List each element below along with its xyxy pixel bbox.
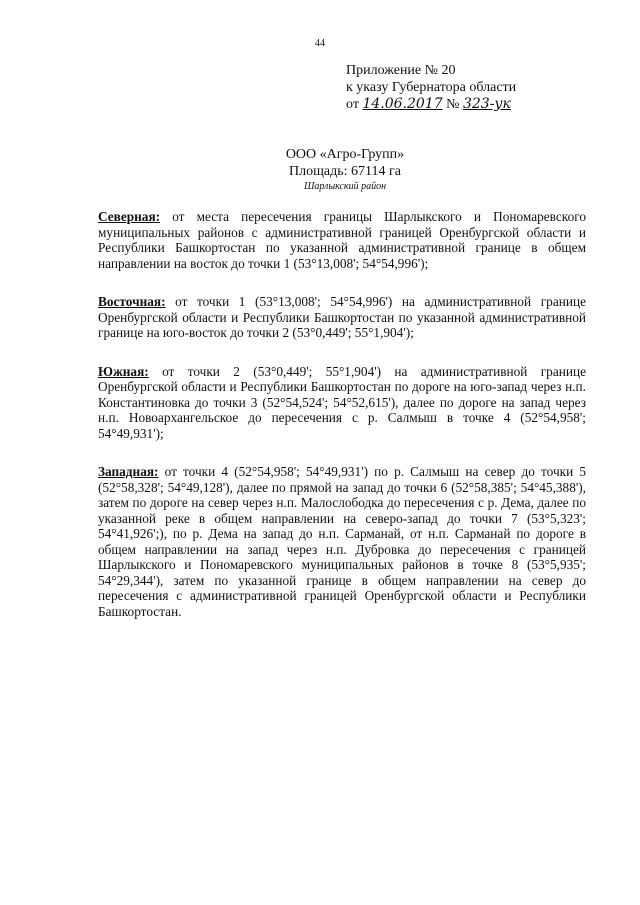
number-prefix: № xyxy=(446,97,460,112)
boundary-description xyxy=(98,209,586,642)
section-title-south: Южная: xyxy=(98,363,149,379)
section-text-west: от точки 4 (52°54,958'; 54°49,931') по р. Салмыш на север до точки 5 (52°58,328'; 54°49,128'), далее по прямой на запад до точки 6 (52°58,385'; 54°45,388'), затем по дороге на север через н.п. Малослободка до пересечения с р. Дема, далее по указанной реке в общем направлении на северо-запад до точки 7 (53°5,323'; 54°41,926';), по р. Дема на запад до н.п. Сарманай, от н.п. Сарманай по дороге в общем направлении на запад через н.п. Дубровка до пересечения с границей Шарлыкского и Пономаревского муниципальных районов в точке 8 (53°5,935'; 54°29,344'), затем по указанной границе в общем направлении на север до пересечения с административной границей Оренбургской области и Республики Башкортостан. xyxy=(98,464,586,619)
organization-name: ООО «Агро-Групп» xyxy=(285,147,405,162)
section-text-south: от точки 2 (53°0,449'; 55°1,904') на административной границе Оренбургской области и Республики Башкортостан по дороге на юго-запад через н.п. Константиновка до точки 3 (52°54,524'; 54°52,615'), далее по дороге на запад через н.п. Новоархангельское до пересечения с р. Салмыш в точке 4 (52°54,958'; 54°49,931'); xyxy=(98,363,586,441)
section-west xyxy=(98,464,586,619)
section-title-north: Северная: xyxy=(98,209,161,224)
organization-district: Шарлыкский район xyxy=(303,181,387,192)
organization-block xyxy=(0,146,640,193)
date-value: 14.06.2017 xyxy=(362,96,443,112)
section-title-east: Восточная: xyxy=(98,294,166,309)
section-text-east: от точки 1 (53°13,008'; 54°54,996') на административной границе Оренбургской области и Республики Башкортостан по указанной административной границе на юго-восток до точки 2 (53°0,449'; 55°1,904'); xyxy=(98,294,586,340)
date-prefix: от xyxy=(346,97,359,112)
section-north xyxy=(98,209,586,271)
section-text-north: от места пересечения границы Шарлыкского и Пономаревского муниципальных районов с административной границей Оренбургской области и Республики Башкортостан по указанной административной границе в общем направлении на восток до точки 1 (53°13,008'; 54°54,996'); xyxy=(98,209,586,271)
appendix-date-line xyxy=(346,96,516,113)
number-value: 323-ук xyxy=(462,96,511,112)
appendix-title: Приложение № 20 xyxy=(346,63,456,78)
section-title-west: Западная: xyxy=(98,464,159,479)
appendix-decree: к указу Губернатора области xyxy=(346,80,517,95)
page-number: 44 xyxy=(315,38,325,49)
section-south xyxy=(98,364,586,442)
organization-area: Площадь: 67114 га xyxy=(289,164,401,179)
section-east xyxy=(98,294,586,341)
appendix-header xyxy=(346,62,516,113)
